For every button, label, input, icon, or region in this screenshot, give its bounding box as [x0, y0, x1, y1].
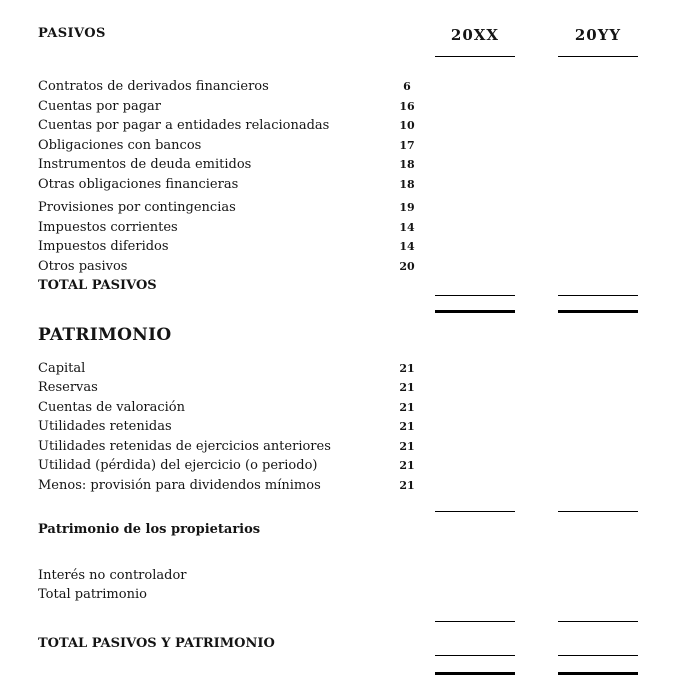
line-item-row	[38, 237, 674, 257]
total-equity-row	[38, 585, 674, 605]
note-number: 6	[403, 80, 411, 93]
amount-underline-20yy	[558, 276, 638, 296]
total-pasivos-label: TOTAL PASIVOS	[38, 278, 157, 293]
pasivos-header-row	[38, 26, 674, 57]
line-item-row	[38, 136, 674, 156]
line-item-label: Instrumentos de deuda emitidos	[38, 157, 252, 172]
note-number: 14	[399, 240, 415, 253]
line-item-row	[38, 437, 674, 457]
noncontrolling-interest-row	[38, 566, 674, 586]
line-item-label: Otras obligaciones financieras	[38, 176, 239, 192]
amount-underline-20yy	[558, 653, 638, 656]
line-item-label: Cuentas de valoración	[38, 399, 185, 415]
section-title-pasivos: PASIVOS	[38, 26, 106, 41]
total-rule-20yy	[558, 670, 638, 675]
note-number: 21	[399, 478, 415, 492]
line-item-label: Impuestos diferidos	[38, 239, 169, 254]
note-number: 21	[399, 439, 415, 453]
note-number: 14	[399, 220, 415, 234]
line-item-row	[38, 97, 674, 117]
note-number: 10	[399, 119, 415, 132]
line-item-row	[38, 456, 674, 476]
line-item-label: Utilidades retenidas	[38, 419, 172, 434]
line-item-label: Otros pasivos	[38, 258, 128, 274]
amount-underline-20xx	[435, 509, 515, 512]
note-number: 21	[399, 361, 415, 375]
note-number: 18	[399, 177, 415, 191]
line-item-label: Cuentas por pagar a entidades relacionadas	[38, 118, 330, 133]
line-item-row	[38, 257, 674, 277]
line-item-row	[38, 398, 674, 418]
grand-total-upper-rule-row	[38, 619, 674, 622]
line-item-row	[38, 218, 674, 238]
line-item-row	[38, 476, 674, 496]
note-number: 20	[399, 259, 415, 273]
line-item-label: Impuestos corrientes	[38, 219, 178, 235]
line-item-row	[38, 77, 674, 97]
line-item-label: Obligaciones con bancos	[38, 137, 202, 153]
line-item-row	[38, 417, 674, 437]
grand-total-row	[38, 634, 674, 654]
grand-total-double-rule-row	[38, 670, 674, 675]
line-item-label: Menos: provisión para dividendos mínimos	[38, 477, 321, 493]
line-item-label: Reservas	[38, 380, 98, 395]
grand-total-amount-rule-row	[38, 653, 674, 656]
total-rule-20yy	[558, 308, 638, 313]
note-number: 18	[399, 158, 415, 171]
amount-underline-20yy	[558, 619, 638, 622]
line-item-label: Provisiones por contingencias	[38, 200, 236, 215]
total-rule-20xx	[435, 308, 515, 313]
line-item-label: Utilidades retenidas de ejercicios anteriores	[38, 438, 331, 454]
line-item-row	[38, 198, 674, 218]
note-number: 21	[399, 459, 415, 472]
line-item-label: Contratos de derivados financieros	[38, 79, 269, 94]
note-number: 17	[399, 138, 415, 152]
total-equity-label: Total patrimonio	[38, 587, 147, 602]
line-item-row	[38, 175, 674, 195]
note-number: 21	[399, 400, 415, 414]
line-item-row	[38, 155, 674, 175]
amount-underline-20yy	[558, 509, 638, 512]
note-number: 21	[399, 381, 415, 394]
line-item-label: Utilidad (pérdida) del ejercicio (o periodo)	[38, 458, 318, 473]
line-item-label: Capital	[38, 360, 86, 376]
owners-equity-row	[38, 520, 674, 540]
amount-underline-20xx	[435, 276, 515, 296]
note-number: 21	[399, 420, 415, 433]
line-item-row	[38, 378, 674, 398]
noncontrolling-interest-label: Interés no controlador	[38, 567, 187, 583]
amount-underline-20xx	[435, 653, 515, 656]
col-header-20yy: 20YY	[558, 26, 638, 57]
note-number: 19	[399, 201, 415, 214]
line-item-row	[38, 116, 674, 136]
section-title-patrimonio: PATRIMONIO	[38, 324, 172, 345]
line-item-label: Cuentas por pagar	[38, 98, 162, 114]
amount-underline-20xx	[435, 619, 515, 622]
note-number: 16	[399, 99, 415, 113]
owners-equity-label: Patrimonio de los propietarios	[38, 522, 261, 537]
total-pasivos-double-rule-row	[38, 308, 674, 313]
owners-equity-rule-row	[38, 509, 674, 512]
col-header-20xx: 20XX	[435, 26, 515, 57]
total-rule-20xx	[435, 670, 515, 675]
total-pasivos-row	[38, 276, 674, 296]
line-item-row	[38, 359, 674, 379]
grand-total-label: TOTAL PASIVOS Y PATRIMONIO	[38, 635, 275, 651]
